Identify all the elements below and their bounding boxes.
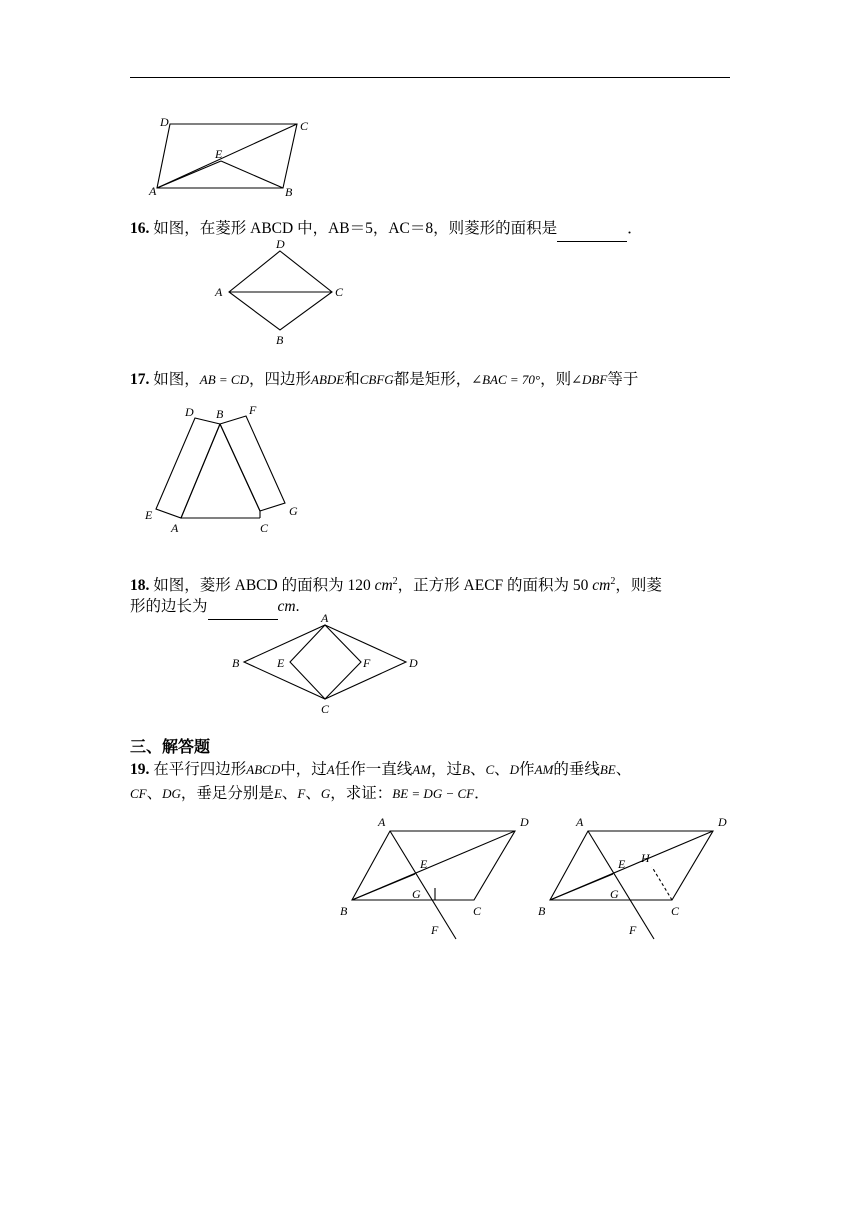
label-D: D: [718, 815, 727, 829]
text-segment: 、: [469, 761, 486, 778]
text-segment: ，求证：: [330, 785, 393, 802]
label-D: D: [520, 815, 529, 829]
punctuation: .: [295, 598, 300, 615]
label-C: C: [671, 904, 680, 918]
label-B: B: [276, 333, 284, 347]
math-expression: F: [297, 786, 306, 801]
text-segment: 的垂线: [553, 761, 600, 778]
label-C: C: [335, 285, 344, 299]
text-segment: 如图，菱形 ABCD 的面积为 120: [153, 577, 375, 595]
label-H: H: [641, 851, 650, 865]
text-segment: 、: [494, 761, 510, 778]
label-B: B: [340, 904, 348, 918]
label-B: B: [285, 185, 293, 199]
label-D: D: [276, 237, 285, 251]
label-F: F: [431, 923, 439, 937]
question-19-line-2: [130, 781, 732, 806]
label-D: D: [185, 405, 194, 419]
text-segment: 、: [615, 761, 632, 778]
text-segment: 在平行四边形: [153, 761, 247, 778]
math-expression: ABDE: [311, 372, 345, 387]
math-expression: CBFG: [359, 372, 394, 387]
text-segment: 作: [519, 761, 535, 778]
text-segment: 等于: [607, 371, 639, 388]
label-D: D: [160, 115, 169, 129]
label-F: F: [249, 403, 257, 417]
figure-parallelogram-q19-b: [533, 810, 738, 945]
label-E: E: [420, 857, 428, 871]
label-G: G: [412, 887, 421, 901]
label-C: C: [321, 702, 330, 716]
question-number: 19.: [130, 761, 150, 778]
math-expression: E: [273, 786, 282, 801]
math-expression: A: [326, 762, 335, 777]
question-text: 如图，在菱形 ABCD 中，AB＝5，AC＝8，则菱形的面积是: [153, 220, 558, 237]
figure-rhombus-square-q18: [228, 612, 428, 720]
label-F: F: [629, 923, 637, 937]
math-expression: AM: [534, 762, 554, 777]
text-segment: ，垂足分别是: [180, 785, 274, 802]
math-expression: C: [485, 762, 495, 777]
math-expression: CF: [130, 786, 147, 801]
figure-rhombus-q16: [210, 238, 360, 348]
math-expression: DG: [162, 786, 181, 801]
label-E: E: [618, 857, 626, 871]
label-B: B: [538, 904, 546, 918]
math-expression: ABCD: [246, 762, 281, 777]
math-expression: B: [462, 762, 470, 777]
question-17: [130, 367, 732, 392]
math-expression: ∠BAC = 70°: [471, 372, 541, 387]
math-expression: ∠DBF: [571, 372, 608, 387]
text-segment: 、: [305, 785, 321, 802]
text-segment: 都是矩形，: [393, 371, 472, 388]
math-expression: BE = DG − CF: [392, 786, 475, 801]
section-heading: 三、解答题: [130, 737, 211, 756]
question-18-line-2: [130, 594, 732, 620]
text-segment: 任作一直线: [334, 761, 413, 778]
label-D: D: [409, 656, 418, 670]
label-A: A: [171, 521, 179, 535]
text-segment: 、: [281, 785, 298, 802]
text-segment: ，四边形: [248, 371, 311, 388]
label-F: F: [363, 656, 371, 670]
text-segment: ，过: [430, 761, 462, 778]
text-segment: 如图，: [153, 371, 200, 388]
text-segment: 和: [344, 371, 360, 388]
label-C: C: [260, 521, 269, 535]
answer-blank: [557, 216, 627, 242]
text-segment: ，正方形 AECF 的面积为 50: [397, 577, 593, 595]
question-number: 17.: [130, 371, 150, 388]
text-segment: 形的边长为: [130, 598, 208, 615]
label-A: A: [149, 184, 157, 198]
figure-parallelogram-q19-a: [335, 810, 540, 945]
label-A: A: [215, 285, 223, 299]
label-B: B: [232, 656, 240, 670]
label-E: E: [145, 508, 153, 522]
label-C: C: [473, 904, 482, 918]
text-segment: 中，过: [280, 761, 327, 778]
text-segment: ，则: [540, 371, 572, 388]
unit: cm: [592, 577, 611, 595]
label-E: E: [215, 147, 223, 161]
label-A: A: [576, 815, 584, 829]
question-19-line-1: [130, 757, 732, 782]
math-expression: AM: [412, 762, 431, 777]
label-C: C: [300, 119, 309, 133]
label-B: B: [216, 407, 224, 421]
question-number: 18.: [130, 577, 150, 595]
math-expression: D: [509, 762, 520, 777]
label-A: A: [321, 611, 329, 625]
label-G: G: [610, 887, 619, 901]
question-number: 16.: [130, 220, 150, 237]
math-expression: G: [320, 786, 331, 801]
math-expression: AB = CD: [199, 372, 249, 387]
text-segment: ，则菱: [615, 577, 662, 595]
header-rule: [130, 77, 730, 78]
math-expression: BE: [599, 762, 616, 777]
figure-rectangles-q17: [140, 400, 310, 540]
figure-parallelogram-q15: [140, 110, 320, 205]
text-segment: 、: [146, 785, 163, 802]
punctuation: ．: [627, 220, 643, 237]
label-G: G: [289, 504, 298, 518]
label-A: A: [378, 815, 386, 829]
question-18-line-1: 18. 如图，菱形 ABCD 的面积为 120 $cm^2$，正方形 AECF 的面积为 50 $cm^2$，则菱: [130, 576, 662, 595]
punctuation: ．: [474, 785, 490, 802]
label-E: E: [277, 656, 285, 670]
unit: cm: [374, 577, 393, 595]
unit: cm: [277, 598, 296, 615]
